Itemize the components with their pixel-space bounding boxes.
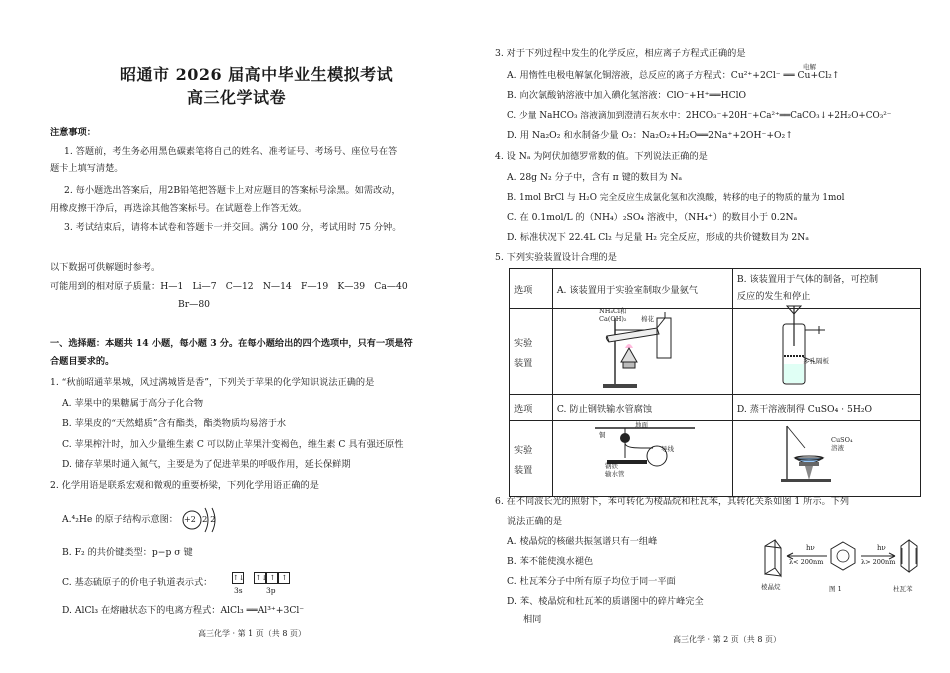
prismane-label: 棱晶烷 <box>761 583 781 591</box>
q4-option-a: A. 28g N₂ 分子中，含有 π 键的数目为 Nₐ <box>507 172 683 183</box>
q1-option-b: B. 苹果皮的“天然蜡质”含有酯类，酯类物质均易溶于水 <box>62 418 287 429</box>
pipe-label <box>605 462 625 478</box>
electron-counts: 2 2 <box>202 515 216 525</box>
reagent-label-line: NH₄Cl和 <box>599 307 627 315</box>
apparatus-label: 装置 <box>514 464 533 476</box>
orbital-label-3s: 3s <box>234 586 243 595</box>
question-2-stem: 2. 化学用语是联系宏观和微观的重要桥梁，下列化学用语正确的是 <box>50 480 319 491</box>
solution-label-line: CuSO₄ <box>831 436 853 444</box>
pipe-label-line: 钢铁 <box>605 462 618 470</box>
option-b-cell <box>732 269 920 309</box>
notice-line: 2. 每小题选出答案后，用2B铅笔把答题卡上对应题目的答案标号涂黑。如需改动， <box>64 185 401 196</box>
light-label-left: hν <box>806 544 815 552</box>
notice-line: 用橡皮擦干净后，再选涂其他答案标号。在试题卷上作答无效。 <box>50 203 308 214</box>
option-a-cell: A. 该装置用于实验室制取少量氨气 <box>552 269 732 309</box>
q4-option-d: D. 标准状况下 22.4L Cl₂ 与足量 H₂ 完全反应，形成的共价键数目为 2Nₐ <box>507 232 809 243</box>
q6-option-b: B. 苯不能使溴水褪色 <box>507 556 594 567</box>
q4-option-c: C. 在 0.1mol/L 的（NH₄）₂SO₄ 溶液中，（NH₄⁺）的数目小于 0.2Nₐ <box>507 212 798 223</box>
option-b-line: B. 该装置用于气体的制备，可控制 <box>736 274 879 285</box>
ground-label: 地面 <box>635 421 648 429</box>
question-4-stem: 4. 设 Nₐ 为阿伏加德罗常数的值。下列说法正确的是 <box>495 151 708 162</box>
option-d-cell: D. 蒸干溶液制得 CuSO₄ · 5H₂O <box>732 395 920 421</box>
wavelength-condition-right: λ> 200nm <box>861 558 896 566</box>
electrolysis-condition: 电解 <box>803 63 816 71</box>
q2-option-a: A.⁴₂He 的原子结构示意图： <box>62 514 178 525</box>
atomic-mass-list: 可能用到的相对原子质量：H—1 Li—7 C—12 N—14 F—19 K—39 Ca—40 <box>50 281 408 292</box>
solution-label-line: 溶液 <box>831 444 844 452</box>
reagent-label-line: Ca(OH)₂ <box>599 315 627 323</box>
option-b-line: 反应的发生和停止 <box>736 291 811 302</box>
notice-line: 1. 答题前，考生务必用黑色碳素笔将自己的姓名、准考证号、考场号、座位号在答 <box>64 146 398 157</box>
isomer-conversion-diagram <box>757 534 927 590</box>
notice-line: 题卡上填写清楚。 <box>50 163 124 174</box>
wire-label: 导线 <box>661 445 674 453</box>
exam-title: 昭通市 2026 届高中毕业生模拟考试 <box>120 65 394 84</box>
exam-page-2 <box>475 0 950 673</box>
figure-caption: 图 1 <box>829 585 842 593</box>
q3-option-c: C. 少量 NaHCO₃ 溶液滴加到澄清石灰水中：2HCO₃⁻+20H⁻+Ca²⁺══CaCO₃↓+2H₂O+CO₃²⁻ <box>507 111 892 121</box>
apparatus-label-cell <box>510 421 553 497</box>
wavelength-condition-left: λ< 200nm <box>789 558 824 566</box>
q1-option-c: C. 苹果榨汁时，加入少量维生素 C 可以防止苹果汁变褐色，维生素 C 具有强还原性 <box>62 439 404 450</box>
apparatus-label: 装置 <box>514 357 533 369</box>
porous-plate-label: 多孔隔板 <box>803 357 829 365</box>
q4-option-b: B. 1mol BrCl 与 H₂O 完全反应生成氯化氢和次溴酸，转移的电子的物质的量为 1mol <box>507 193 845 203</box>
notice-heading: 注意事项： <box>50 127 96 138</box>
atomic-mass-list-cont: Br—80 <box>178 299 211 310</box>
q2-option-d: D. AlCl₃ 在熔融状态下的电离方程式：AlCl₃ ══Al³⁺+3Cl⁻ <box>62 605 305 616</box>
q1-option-a: A. 苹果中的果糖属于高分子化合物 <box>62 398 204 409</box>
orbital-diagram <box>232 572 290 584</box>
q2-option-c: C. 基态硫原子的价电子轨道表示式： <box>62 577 213 588</box>
orbital-box-3p: ↑ <box>266 572 278 584</box>
notice-line: 3. 考试结束后，请将本试卷和答题卡一并交回。满分 100 分，考试用时 75 分钟。 <box>64 222 402 233</box>
copper-label: 铜 <box>599 431 606 439</box>
q2-option-b: B. F₂ 的共价键类型：p−p σ 键 <box>62 547 193 558</box>
nucleus-charge: +2 <box>184 515 196 524</box>
table-header-cell: 选项 <box>510 269 553 309</box>
question-6-stem: 6. 在不同波长光的照射下，苯可转化为棱晶烷和杜瓦苯，其转化关系如图 1 所示。下列 <box>495 496 850 507</box>
q6-option-d: D. 苯、棱晶烷和杜瓦苯的质谱图中的碎片峰完全 <box>507 596 704 607</box>
q3-option-b: B. 向次氯酸钠溶液中加入碘化氢溶液：ClO⁻+H⁺══HClO <box>507 90 747 101</box>
q6-option-d-cont: 相同 <box>523 614 542 625</box>
section-heading-cont: 合题目要求的。 <box>50 356 115 367</box>
question-6-stem-cont: 说法正确的是 <box>507 516 563 527</box>
light-label-right: hν <box>877 544 886 552</box>
cotton-label: 棉花 <box>641 315 654 323</box>
q3-option-d: D. 用 Na₂O₂ 和水制备少量 O₂：Na₂O₂+H₂O══2Na⁺+2OH⁻+O₂↑ <box>507 130 793 141</box>
orbital-label-3p: 3p <box>266 586 276 595</box>
pipe-label-line: 输水管 <box>605 470 625 478</box>
question-3-stem: 3. 对于下列过程中发生的化学反应，相应离子方程式正确的是 <box>495 48 746 59</box>
solution-label <box>831 436 853 452</box>
reagent-label <box>599 307 627 323</box>
gas-generator-diagram <box>765 306 835 388</box>
page-footer: 高三化学 · 第 1 页（共 8 页） <box>198 629 306 638</box>
q6-option-c: C. 杜瓦苯分子中所有原子均位于同一平面 <box>507 576 676 587</box>
q6-option-a: A. 棱晶烷的核磁共振氢谱只有一组峰 <box>507 536 658 547</box>
apparatus-label-cell <box>510 309 553 395</box>
section-heading: 一、选择题：本题共 14 小题，每小题 3 分。在每小题给出的四个选项中，只有一项是符 <box>50 338 413 349</box>
apparatus-label: 实验 <box>514 337 533 349</box>
table-header-cell: 选项 <box>510 395 553 421</box>
option-c-cell: C. 防止钢铁输水管腐蚀 <box>552 395 732 421</box>
orbital-box-3s: ↑↓ <box>233 574 245 582</box>
page-footer: 高三化学 · 第 2 页（共 8 页） <box>673 635 781 644</box>
data-intro: 以下数据可供解题时参考。 <box>50 262 161 273</box>
apparatus-label: 实验 <box>514 444 533 456</box>
question-5-stem: 5. 下列实验装置设计合理的是 <box>495 252 617 263</box>
dewar-benzene-label: 杜瓦苯 <box>893 585 913 593</box>
question-1-stem: 1. “秋前昭通苹果城，风过满城皆是香”，下列关于苹果的化学知识说法正确的是 <box>50 377 375 388</box>
orbital-box-3p: ↑ <box>278 572 290 584</box>
exam-subtitle: 高三化学试卷 <box>187 88 287 107</box>
orbital-box-3p: ↑↓ <box>255 574 268 582</box>
q3-option-a: A. 用惰性电极电解氯化铜溶液，总反应的离子方程式：Cu²⁺+2Cl⁻ ══ Cu+Cl₂↑ <box>507 70 840 81</box>
q1-option-d: D. 储存苹果时通入氮气，主要是为了促进苹果的呼吸作用，延长保鲜期 <box>62 459 351 470</box>
